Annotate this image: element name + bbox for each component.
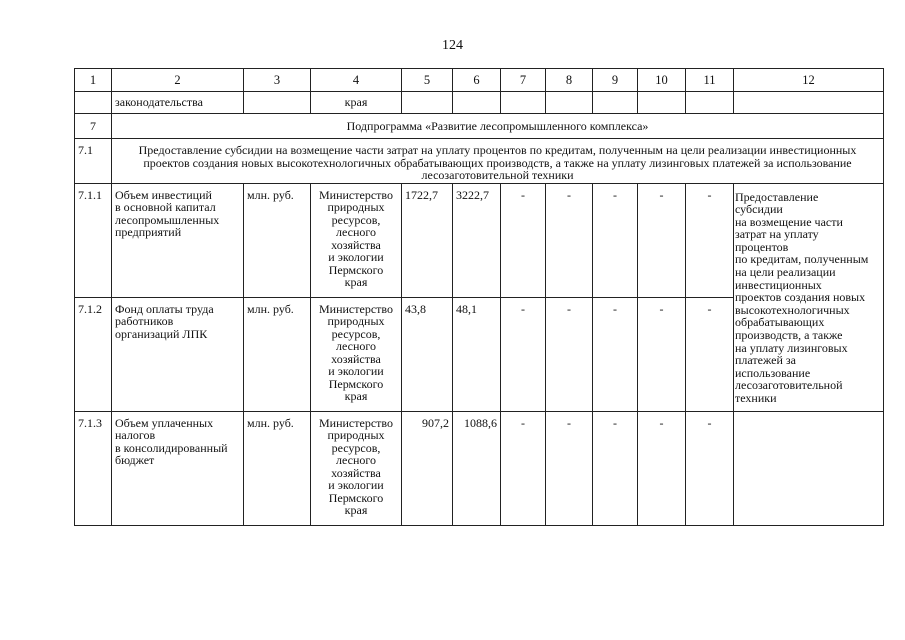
col-number: 8 [546,69,593,92]
responsible-org: Министерство природных ресурсов, лесного хозяйства и экологии Пермского края [311,297,402,411]
dash-cell: - [638,297,686,411]
col-number: 5 [402,69,453,92]
col-number: 1 [75,69,112,92]
row-number: 7.1.3 [75,411,112,525]
dash-cell: - [501,411,546,525]
dash-cell: - [593,297,638,411]
table-row [75,411,884,525]
dash-cell: - [593,411,638,525]
value-col6: 48,1 [453,297,501,411]
col-number: 11 [686,69,734,92]
col-number: 6 [453,69,501,92]
dash-cell: - [593,183,638,297]
col-number: 7 [501,69,546,92]
dash-cell: - [501,297,546,411]
indicators-table [74,68,884,526]
responsible-org: Министерство природных ресурсов, лесного хозяйства и экологии Пермского края [311,411,402,525]
row-number: 7.1.1 [75,183,112,297]
cont-name-cell: законодательства [112,92,244,114]
subsection-row [75,139,884,184]
value-col6: 1088,6 [453,411,501,525]
column-number-row [75,69,884,92]
dash-cell: - [686,183,734,297]
dash-cell: - [546,411,593,525]
col-number: 10 [638,69,686,92]
indicator-name: Объем уплаченных налогов в консолидированный бюджет [112,411,244,525]
col-number: 2 [112,69,244,92]
subsection-text: Предоставление субсидии на возмещение части затрат на уплату процентов по кредитам, полученным на цели реализации инвестиционных проектов создания новых высокотехнологичных обрабатывающих производств, а также на уплату лизинговых платежей за использование лесозаготовительной техники [112,139,884,184]
dash-cell: - [638,411,686,525]
value-col5: 907,2 [402,411,453,525]
dash-cell: - [686,297,734,411]
indicator-name: Объем инвестиций в основной капитал лесопромышленных предприятий [112,183,244,297]
section-title: Подпрограмма «Развитие лесопромышленного комплекса» [112,114,884,139]
section-row [75,114,884,139]
subsection-number: 7.1 [75,139,112,184]
value-col5: 1722,7 [402,183,453,297]
table-row [75,183,884,297]
dash-cell: - [501,183,546,297]
col-number: 4 [311,69,402,92]
dash-cell: - [546,183,593,297]
unit-cell: млн. руб. [244,297,311,411]
row-number: 7.1.2 [75,297,112,411]
unit-cell: млн. руб. [244,411,311,525]
dash-cell: - [638,183,686,297]
indicator-name: Фонд оплаты труда работников организаций ЛПК [112,297,244,411]
col-number: 9 [593,69,638,92]
continuation-row [75,92,884,114]
measure-note: Предоставление субсидии на возмещение части затрат на уплату процентов по кредитам, полученным на цели реализации инвестиционных проектов создания новых высокотехнологичных обрабатывающих производств, а также на уплату лизинговых платежей за использование лесозаготовительной техники [734,183,884,411]
empty-note-cell [734,411,884,525]
dash-cell: - [686,411,734,525]
col-number: 12 [734,69,884,92]
responsible-org: Министерство природных ресурсов, лесного хозяйства и экологии Пермского края [311,183,402,297]
value-col5: 43,8 [402,297,453,411]
cont-org-cell: края [311,92,402,114]
value-col6: 3222,7 [453,183,501,297]
unit-cell: млн. руб. [244,183,311,297]
page-number: 124 [442,38,463,53]
col-number: 3 [244,69,311,92]
dash-cell: - [546,297,593,411]
section-number: 7 [75,114,112,139]
